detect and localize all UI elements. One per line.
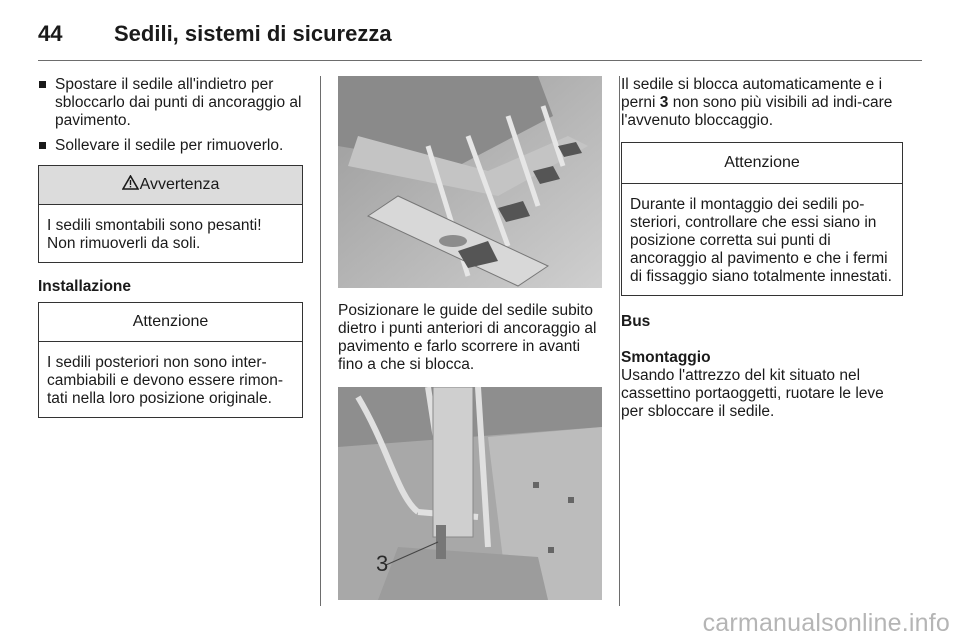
caution-box-header: Attenzione bbox=[39, 303, 302, 342]
seat-lock-photo bbox=[338, 387, 602, 600]
watermark: carmanualsonline.info bbox=[702, 609, 950, 637]
bullet-item bbox=[38, 76, 303, 130]
callout-number: 3 bbox=[376, 551, 389, 576]
warning-triangle-icon bbox=[122, 175, 139, 195]
warning-box-header bbox=[39, 166, 302, 205]
subheading: Smontaggio bbox=[621, 349, 711, 366]
caution-box-header: Attenzione bbox=[622, 143, 902, 184]
warning-box bbox=[38, 165, 303, 263]
removal-paragraph: Usando l'attrezzo del kit situato nel cassettino portaoggetti, ruotare le leve per sbloccare il sedile. bbox=[621, 367, 884, 420]
caution-box-body: I sedili posteriori non sono inter-cambiabili e devono essere rimon-tati nella loro posizione originale. bbox=[47, 354, 284, 407]
column-divider-1 bbox=[320, 76, 321, 606]
section-heading: Installazione bbox=[38, 278, 132, 295]
bullet-item bbox=[38, 137, 303, 155]
bullet-text: Spostare il sedile all'indietro per sbloccarlo dai punti di ancoraggio al pavimento. bbox=[55, 76, 302, 129]
page-header bbox=[38, 14, 392, 54]
bullet-square-icon bbox=[39, 142, 46, 149]
lock-paragraph-text-a: Il sedile si blocca automaticamente e i perni bbox=[621, 76, 883, 111]
lock-paragraph-text-b: non sono più visibili ad indi-care l'avvenuto bloccaggio. bbox=[621, 94, 893, 129]
header-divider bbox=[38, 60, 922, 61]
warning-box-body: I sedili smontabili sono pesanti! Non rimuoverli da soli. bbox=[47, 217, 262, 252]
warning-box-title: Avvertenza bbox=[139, 176, 220, 193]
page-number: 44 bbox=[38, 21, 63, 46]
caution-box bbox=[38, 302, 303, 418]
column-middle bbox=[338, 76, 602, 600]
bullet-square-icon bbox=[39, 81, 46, 88]
lock-paragraph bbox=[621, 76, 903, 130]
section-heading: Bus bbox=[621, 313, 651, 330]
bullet-text: Sollevare il sedile per rimuoverlo. bbox=[55, 137, 284, 154]
lock-paragraph-ref: 3 bbox=[659, 94, 669, 111]
column-left bbox=[38, 76, 303, 418]
column-divider-2 bbox=[619, 76, 620, 606]
photo-caption: Posizionare le guide del sedile subito dietro i punti anteriori di ancoraggio al pavimento e farlo scorrere in avanti fino a che si blocca. bbox=[338, 302, 597, 373]
seat-rails-photo bbox=[338, 76, 602, 288]
column-right bbox=[621, 76, 903, 421]
page-title: Sedili, sistemi di sicurezza bbox=[114, 21, 392, 46]
caution-box bbox=[621, 142, 903, 296]
caution-box-body: Durante il montaggio dei sedili po-steriori, controllare che essi siano in posizione corretta sui punti di ancoraggio al pavimento e che i fermi di fissaggio siano totalmente innestati. bbox=[630, 196, 892, 285]
